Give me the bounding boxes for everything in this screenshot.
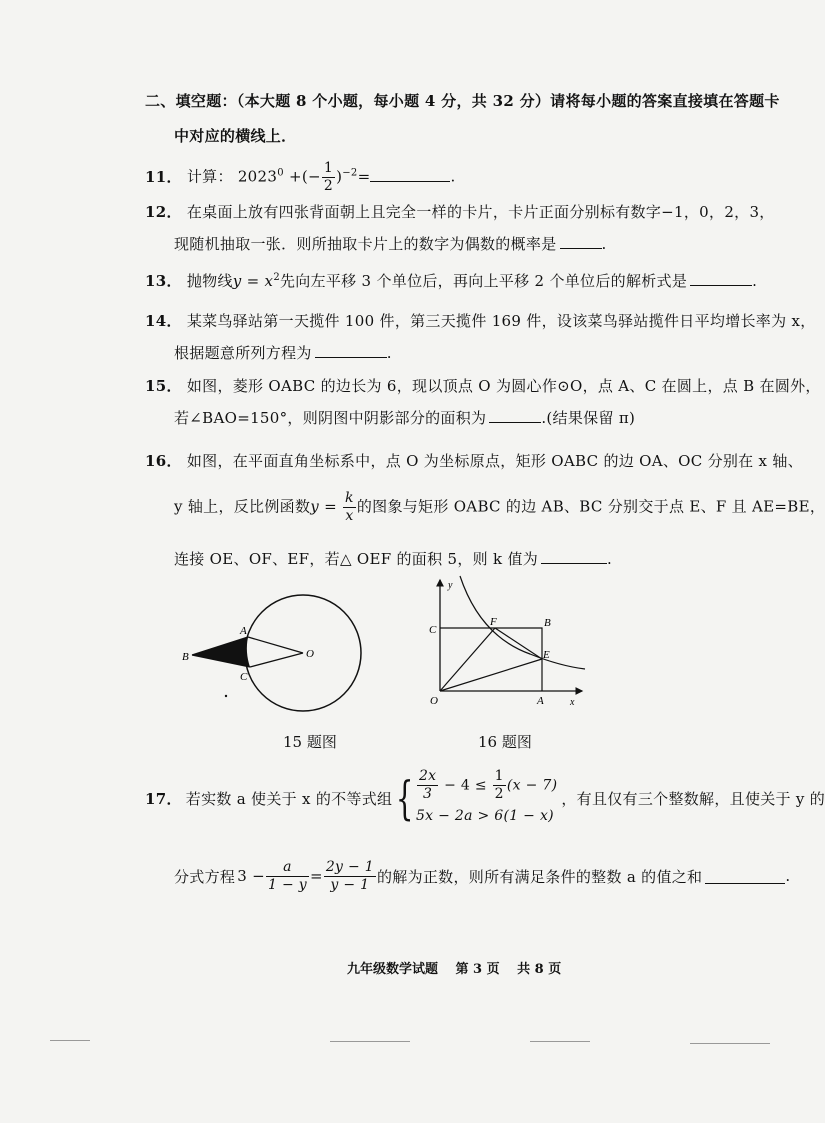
q12-line1: 在桌面上放有四张背面朝上且完全一样的卡片，卡片正面分别标有数字−1，0，2，3，: [186, 203, 775, 221]
q17-eq: =: [309, 867, 323, 885]
q16-end: .: [607, 550, 613, 568]
q12-end: .: [601, 235, 607, 253]
frac-denominator: y − 1: [330, 876, 370, 893]
segment-of: [440, 628, 495, 691]
q11-end: .: [450, 167, 456, 186]
label-o: O: [430, 695, 438, 707]
figure-16: [420, 574, 600, 714]
q17-line2-post: 的解为正数，则所有满足条件的整数 a 的值之和: [376, 867, 703, 886]
q14-end: .: [386, 344, 392, 362]
question-number: 16．: [145, 452, 182, 470]
q16-eq: =: [319, 497, 343, 516]
stray-dot: [225, 695, 227, 697]
q16-y: y: [310, 497, 320, 516]
question-16-line3: [174, 548, 612, 569]
question-17-line2: [174, 855, 790, 897]
label-o: O: [306, 648, 314, 660]
label-e: E: [543, 649, 550, 661]
inequality-2: 5x − 2a > 6(1 − x): [415, 807, 554, 824]
q16-fraction: [343, 490, 356, 525]
q17-three: 3 −: [237, 867, 265, 885]
section-heading-cont: 中对应的横线上．: [174, 127, 297, 145]
q11-close: ): [336, 167, 343, 186]
label-b: B: [182, 651, 189, 663]
frac-numerator: 2x: [418, 767, 437, 784]
q13-exp: 2: [273, 272, 280, 283]
q13-eqx: = x: [241, 272, 274, 290]
q11-fraction: [322, 160, 335, 195]
frac-denominator: x: [345, 508, 354, 524]
q17-post: ，有且仅有三个整数解，且使关于 y 的: [561, 789, 825, 808]
frac-numerator: 1: [494, 767, 504, 784]
q16-line2-pre: y 轴上，反比例函数: [174, 497, 311, 516]
label-a: A: [537, 695, 544, 707]
label-c: C: [240, 671, 248, 683]
q11-eq: =: [357, 167, 371, 186]
q17-end: .: [785, 867, 791, 885]
frac-numerator: k: [345, 490, 354, 506]
q13-end: .: [752, 272, 758, 290]
inequality-system: [416, 768, 557, 829]
question-13: [145, 270, 757, 291]
q11-prefix: 计算：: [186, 167, 233, 186]
scan-line: [530, 1041, 590, 1042]
frac-denominator: 2: [323, 178, 334, 194]
frac-denominator: 2: [494, 785, 504, 802]
question-12-line2: [174, 233, 607, 254]
q11-plus: +(−: [288, 167, 321, 186]
q11-base: 2023: [237, 167, 278, 186]
question-number: 15．: [145, 377, 182, 395]
answer-blank[interactable]: [315, 343, 387, 358]
q16-line3: 连接 OE、OF、EF，若△ OEF 的面积 5，则 k 值为: [174, 550, 539, 568]
question-15-line2: [174, 407, 635, 428]
answer-blank[interactable]: [541, 549, 607, 564]
label-c: C: [429, 624, 437, 636]
q15-line1: 如图，菱形 OABC 的边长为 6，现以顶点 O 为圆心作⊙O，点 A、C 在圆上，点 B 在圆外，: [186, 377, 821, 395]
q14-line2: 根据题意所列方程为: [174, 344, 312, 362]
label-x-axis: x: [570, 697, 575, 708]
section-heading: 二、填空题：（本大题 8 个小题，每小题 4 分，共 32 分）请将每小题的答案直接填在答题卡: [145, 92, 780, 110]
system-brace: {: [396, 771, 415, 825]
question-number: 13．: [145, 272, 182, 290]
question-14-line2: [174, 342, 392, 363]
figure-15-caption: 15 题图: [283, 733, 337, 751]
question-17: [145, 767, 825, 826]
question-12: [145, 201, 775, 222]
question-14: [145, 310, 816, 331]
q13-text: 先向左平移 3 个单位后，再向上平移 2 个单位后的解析式是: [279, 272, 688, 290]
frac-numerator: 1: [323, 160, 334, 176]
q13-y: y: [232, 272, 242, 290]
question-15: [145, 375, 821, 396]
q11-exp0: 0: [277, 167, 284, 179]
question-number: 14．: [145, 312, 182, 330]
page-footer: 九年级数学试题 第 3 页 共 8 页: [347, 962, 562, 977]
frac-numerator: 2y − 1: [325, 858, 374, 875]
scan-line: [330, 1041, 410, 1042]
q15-line2: 若∠BAO=150°，则阴图中阴影部分的面积为: [174, 409, 487, 427]
answer-blank[interactable]: [370, 167, 450, 182]
q17-line2-pre: 分式方程: [174, 867, 236, 886]
q13-prefix: 抛物线: [186, 272, 233, 290]
ineq1-mid: − 4 ≤: [444, 777, 487, 793]
question-16-line2: [174, 490, 825, 525]
segment-ef: [495, 628, 542, 659]
answer-blank[interactable]: [690, 271, 752, 286]
label-f: F: [490, 616, 497, 628]
label-y-axis: y: [448, 580, 453, 591]
question-11: [145, 160, 456, 195]
frac-numerator: a: [266, 859, 309, 877]
answer-blank[interactable]: [705, 869, 785, 884]
question-number: 17．: [145, 789, 182, 808]
segment-ao: [248, 637, 303, 653]
ineq1-end: (x − 7): [506, 777, 558, 793]
segment-oe: [440, 659, 542, 691]
inequality-1: [416, 768, 557, 803]
answer-blank[interactable]: [489, 408, 541, 423]
label-b: B: [544, 617, 551, 629]
scan-line: [690, 1043, 770, 1044]
frac-denominator: 1 − y: [267, 876, 307, 893]
rectangle-oabc: [440, 628, 542, 691]
question-16: [145, 450, 803, 471]
q11-exp: −2: [342, 167, 358, 179]
q16-line2-post: 的图象与矩形 OABC 的边 AB、BC 分别交于点 E、F 且 AE=BE，: [356, 497, 825, 516]
q17-prefix: 若实数 a 使关于 x 的不等式组: [185, 789, 393, 808]
figure-15: [180, 590, 380, 720]
scan-line: [50, 1040, 90, 1041]
label-a: A: [240, 625, 247, 637]
answer-blank[interactable]: [560, 234, 602, 249]
question-number: 12．: [145, 203, 182, 221]
q14-line1: 某菜鸟驿站第一天揽件 100 件，第三天揽件 169 件，设该菜鸟驿站揽件日平均增长率为 x，: [186, 312, 816, 330]
q15-line2-post: .(结果保留 π): [541, 409, 636, 427]
figure-16-caption: 16 题图: [478, 733, 532, 751]
question-number: 11．: [145, 167, 182, 186]
q12-line2: 现随机抽取一张．则所抽取卡片上的数字为偶数的概率是: [174, 235, 557, 253]
q16-line1: 如图，在平面直角坐标系中，点 O 为坐标原点，矩形 OABC 的边 OA、OC 分别在 x 轴、: [186, 452, 803, 470]
frac-denominator: 3: [423, 785, 433, 802]
hyperbola: [460, 576, 585, 669]
segment-co: [250, 653, 303, 667]
